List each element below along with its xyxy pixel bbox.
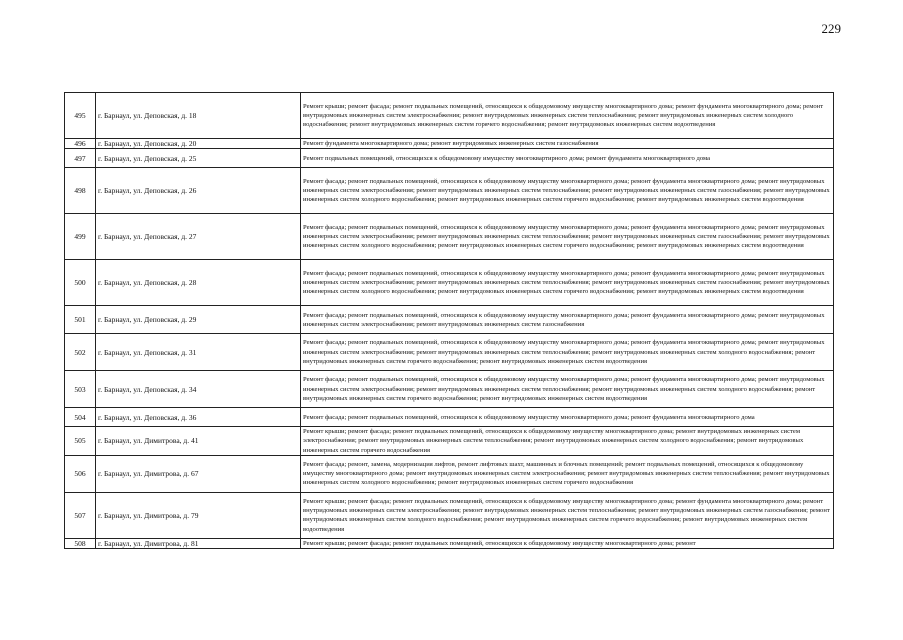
- row-address: г. Барнаул, ул. Деповская, д. 31: [96, 334, 301, 371]
- table-row: [65, 306, 834, 334]
- row-address: г. Барнаул, ул. Димитрова, д. 41: [96, 427, 301, 456]
- row-address: г. Барнаул, ул. Димитрова, д. 67: [96, 455, 301, 492]
- table-row: [65, 149, 834, 168]
- row-number: 505: [65, 427, 96, 456]
- row-number: 508: [65, 538, 96, 548]
- row-works: Ремонт подвальных помещений, относящихся к общедомовому имуществу многоквартирного дома; ремонт фундамента многоквартирного дома: [301, 149, 834, 168]
- row-number: 498: [65, 168, 96, 214]
- row-address: г. Барнаул, ул. Деповская, д. 26: [96, 168, 301, 214]
- row-number: 500: [65, 260, 96, 306]
- table-row: [65, 139, 834, 149]
- row-number: 496: [65, 139, 96, 149]
- row-works: Ремонт фасада; ремонт подвальных помещений, относящихся к общедомовому имуществу многоквартирного дома; ремонт фундамента многоквартирного дома; ремонт внутридомовых инженерных систем электроснабжения; ремонт внутридомовых инженерных систем теплоснабжения; ремонт внутридомовых инженерных систем холодного водоснабжения; ремонт внутридомовых инженерных систем горячего водоснабжения; ремонт внутридомовых инженерных систем водоотведения: [301, 334, 834, 371]
- table-row: [65, 93, 834, 139]
- row-number: 499: [65, 214, 96, 260]
- row-number: 502: [65, 334, 96, 371]
- table-row: [65, 334, 834, 371]
- row-address: г. Барнаул, ул. Деповская, д. 27: [96, 214, 301, 260]
- table-body: [65, 93, 834, 549]
- row-number: 504: [65, 408, 96, 427]
- table-row: [65, 214, 834, 260]
- table-row: [65, 168, 834, 214]
- table-row: [65, 427, 834, 456]
- repair-works-table: [64, 92, 834, 549]
- row-number: 495: [65, 93, 96, 139]
- row-address: г. Барнаул, ул. Димитрова, д. 79: [96, 492, 301, 538]
- row-works: Ремонт фундамента многоквартирного дома; ремонт внутридомовых инженерных систем газоснабжения: [301, 139, 834, 149]
- row-works: Ремонт крыши; ремонт фасада; ремонт подвальных помещений, относящихся к общедомовому имуществу многоквартирного дома; ремонт внутридомовых инженерных систем электроснабжения; ремонт внутридомовых инженерных систем теплоснабжения; ремонт внутридомовых инженерных систем холодного водоснабжения; ремонт внутридомовых инженерных систем горячего водоснабжения: [301, 427, 834, 456]
- row-works: Ремонт крыши; ремонт фасада; ремонт подвальных помещений, относящихся к общедомовому имуществу многоквартирного дома; ремонт: [301, 538, 834, 548]
- table-row: [65, 408, 834, 427]
- row-address: г. Барнаул, ул. Деповская, д. 20: [96, 139, 301, 149]
- row-works: Ремонт фасада; ремонт подвальных помещений, относящихся к общедомовому имуществу многоквартирного дома; ремонт фундамента многоквартирного дома; ремонт внутридомовых инженерных систем электроснабжения; ремонт внутридомовых инженерных систем теплоснабжения; ремонт внутридомовых инженерных систем газоснабжения; ремонт внутридомовых инженерных систем холодного водоснабжения; ремонт внутридомовых инженерных систем горячего водоснабжения; ремонт внутридомовых инженерных систем водоотведения: [301, 168, 834, 214]
- row-works: Ремонт крыши; ремонт фасада; ремонт подвальных помещений, относящихся к общедомовому имуществу многоквартирного дома; ремонт фундамента многоквартирного дома; ремонт внутридомовых инженерных систем электроснабжения; ремонт внутридомовых инженерных систем теплоснабжения; ремонт внутридомовых инженерных систем газоснабжения; ремонт внутридомовых инженерных систем холодного водоснабжения; ремонт внутридомовых инженерных систем горячего водоснабжения; ремонт внутридомовых инженерных систем водоотведения: [301, 492, 834, 538]
- row-works: Ремонт фасада; ремонт подвальных помещений, относящихся к общедомовому имуществу многоквартирного дома; ремонт фундамента многоквартирного дома; ремонт внутридомовых инженерных систем электроснабжения; ремонт внутридомовых инженерных систем газоснабжения: [301, 306, 834, 334]
- row-number: 497: [65, 149, 96, 168]
- table-row: [65, 492, 834, 538]
- table-row: [65, 260, 834, 306]
- row-works: Ремонт фасада; ремонт, замена, модернизация лифтов, ремонт лифтовых шахт, машинных и блочных помещений; ремонт подвальных помещений, относящихся к общедомовому имуществу многоквартирного дома; ремонт внутридомовых инженерных систем электроснабжения; ремонт внутридомовых инженерных систем теплоснабжения; ремонт внутридомовых инженерных систем холодного водоснабжения; ремонт внутридомовых инженерных систем горячего водоснабжения: [301, 455, 834, 492]
- row-number: 501: [65, 306, 96, 334]
- table-row: [65, 455, 834, 492]
- row-works: Ремонт фасада; ремонт подвальных помещений, относящихся к общедомовому имуществу многоквартирного дома; ремонт фундамента многоквартирного дома; ремонт внутридомовых инженерных систем электроснабжения; ремонт внутридомовых инженерных систем теплоснабжения; ремонт внутридомовых инженерных систем газоснабжения; ремонт внутридомовых инженерных систем холодного водоснабжения; ремонт внутридомовых инженерных систем горячего водоснабжения; ремонт внутридомовых инженерных систем водоотведения: [301, 214, 834, 260]
- row-works: Ремонт крыши; ремонт фасада; ремонт подвальных помещений, относящихся к общедомовому имуществу многоквартирного дома; ремонт фундамента многоквартирного дома; ремонт внутридомовых инженерных систем электроснабжения; ремонт внутридомовых инженерных систем теплоснабжения; ремонт внутридомовых инженерных систем холодного водоснабжения; ремонт внутридомовых инженерных систем горячего водоснабжения; ремонт внутридомовых инженерных систем водоотведения: [301, 93, 834, 139]
- row-address: г. Барнаул, ул. Деповская, д. 36: [96, 408, 301, 427]
- row-address: г. Барнаул, ул. Деповская, д. 29: [96, 306, 301, 334]
- row-number: 507: [65, 492, 96, 538]
- row-works: Ремонт фасада; ремонт подвальных помещений, относящихся к общедомовому имуществу многоквартирного дома; ремонт фундамента многоквартирного дома: [301, 408, 834, 427]
- row-number: 506: [65, 455, 96, 492]
- table-row: [65, 371, 834, 408]
- row-number: 503: [65, 371, 96, 408]
- row-works: Ремонт фасада; ремонт подвальных помещений, относящихся к общедомовому имуществу многоквартирного дома; ремонт фундамента многоквартирного дома; ремонт внутридомовых инженерных систем электроснабжения; ремонт внутридомовых инженерных систем теплоснабжения; ремонт внутридомовых инженерных систем холодного водоснабжения; ремонт внутридомовых инженерных систем горячего водоснабжения; ремонт внутридомовых инженерных систем водоотведения: [301, 371, 834, 408]
- row-address: г. Барнаул, ул. Деповская, д. 34: [96, 371, 301, 408]
- row-address: г. Барнаул, ул. Димитрова, д. 81: [96, 538, 301, 548]
- row-works: Ремонт фасада; ремонт подвальных помещений, относящихся к общедомовому имуществу многоквартирного дома; ремонт фундамента многоквартирного дома; ремонт внутридомовых инженерных систем электроснабжения; ремонт внутридомовых инженерных систем теплоснабжения; ремонт внутридомовых инженерных систем газоснабжения; ремонт внутридомовых инженерных систем холодного водоснабжения; ремонт внутридомовых инженерных систем горячего водоснабжения; ремонт внутридомовых инженерных систем водоотведения: [301, 260, 834, 306]
- page-number: 229: [821, 21, 841, 36]
- table-row: [65, 538, 834, 548]
- row-address: г. Барнаул, ул. Деповская, д. 18: [96, 93, 301, 139]
- row-address: г. Барнаул, ул. Деповская, д. 28: [96, 260, 301, 306]
- row-address: г. Барнаул, ул. Деповская, д. 25: [96, 149, 301, 168]
